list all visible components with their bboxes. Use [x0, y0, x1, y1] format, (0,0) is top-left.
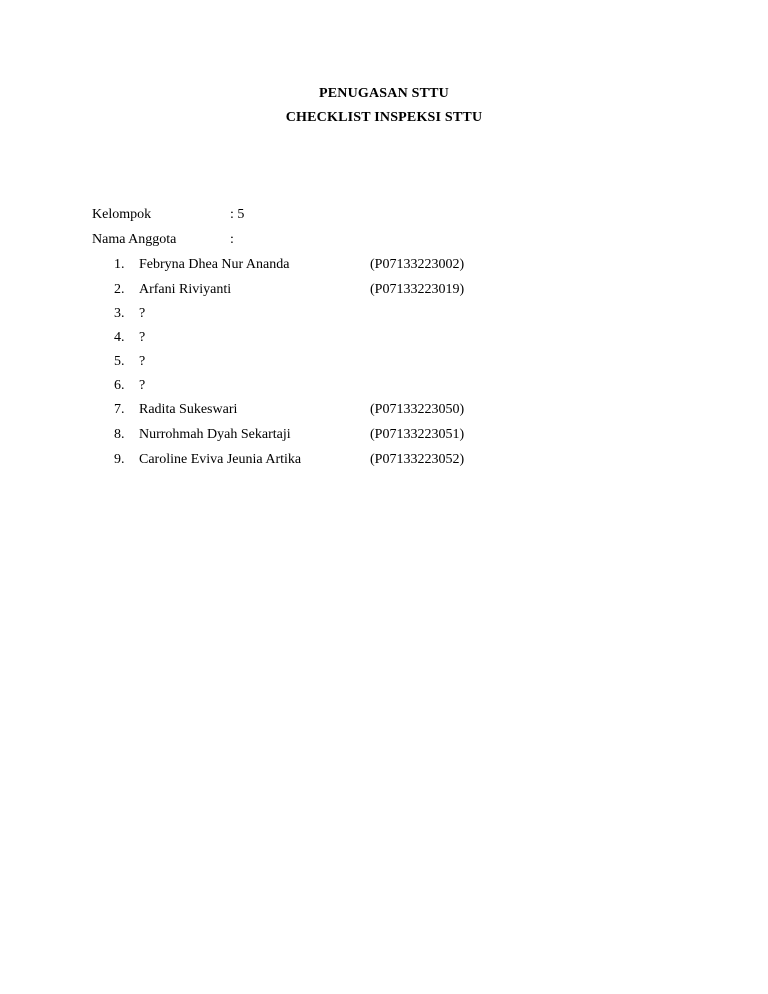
group-value: : 5	[230, 207, 245, 222]
member-number: 5.	[114, 354, 125, 369]
member-number: 8.	[114, 427, 125, 442]
member-number: 7.	[114, 402, 125, 417]
member-id: (P07133223052)	[370, 452, 465, 467]
members-label: Nama Anggota	[92, 232, 177, 247]
member-name: Radita Sukeswari	[139, 402, 238, 417]
member-id: (P07133223002)	[370, 257, 465, 272]
document-subtitle: CHECKLIST INSPEKSI STTU	[285, 110, 483, 125]
document-title: PENUGASAN STTU	[319, 86, 449, 101]
member-number: 4.	[114, 330, 125, 345]
member-number: 9.	[114, 452, 125, 467]
member-name: ?	[139, 330, 146, 345]
member-id: (P07133223019)	[370, 282, 465, 297]
member-name: ?	[139, 354, 146, 369]
member-id: (P07133223050)	[370, 402, 465, 417]
member-name: ?	[139, 306, 146, 321]
member-name: Arfani Riviyanti	[139, 282, 232, 297]
member-name: Nurrohmah Dyah Sekartaji	[139, 427, 291, 442]
member-name: ?	[139, 378, 146, 393]
member-number: 6.	[114, 378, 125, 393]
group-label: Kelompok	[92, 207, 152, 222]
member-number: 1.	[114, 257, 125, 272]
members-colon: :	[230, 232, 234, 247]
member-name: Febryna Dhea Nur Ananda	[139, 257, 290, 272]
member-number: 3.	[114, 306, 125, 321]
member-number: 2.	[114, 282, 125, 297]
member-id: (P07133223051)	[370, 427, 465, 442]
member-name: Caroline Eviva Jeunia Artika	[139, 452, 302, 467]
